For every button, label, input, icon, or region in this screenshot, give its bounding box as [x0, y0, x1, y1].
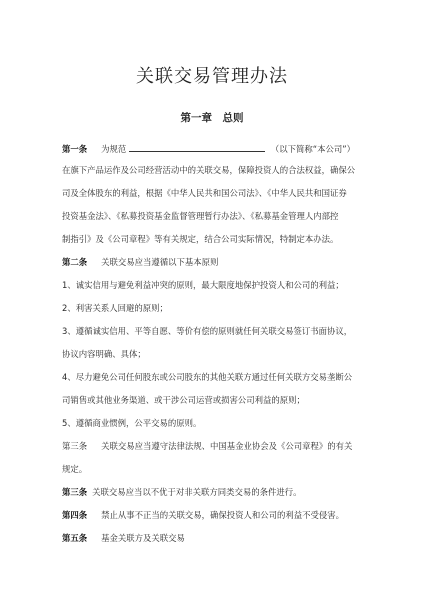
article-3b-line [62, 487, 302, 498]
fill-in-blank [129, 142, 265, 152]
chapter-heading: 第一章 总则 [180, 112, 244, 124]
article-5-line [62, 533, 185, 544]
body-line: 在旗下产品运作及公司经营活动中的关联交易，保障投资人的合法权益，确保公 [62, 165, 356, 175]
article-label: 第四条 [62, 510, 88, 520]
article-text: 关联交易应当遵循以下基本原则 [101, 257, 219, 267]
article-label: 第一条 [62, 144, 88, 154]
article-label: 第三条 [62, 441, 88, 451]
article-2-line [62, 257, 218, 268]
document-title: 关联交易管理办法 [136, 66, 288, 87]
article-text: 为规范 [101, 144, 127, 154]
article-label: 第三条 [62, 487, 88, 497]
article-text: 关联交易应当以不优于对非关联方同类交易的条件进行。 [92, 487, 302, 497]
article-3-line [62, 441, 352, 452]
article-label: 第五条 [62, 533, 88, 543]
article-text: 禁止从事不正当的关联交易，确保投资人和公司的利益不受侵害。 [101, 510, 344, 520]
principle-item: 5、遵循商业惯例，公平交易的原则。 [62, 418, 202, 428]
principle-item-cont: 协议内容明确、具体； [62, 349, 146, 359]
principle-item: 3、遵循诚实信用、平等自愿、等价有偿的原则就任何关联交易签订书面协议， [62, 326, 353, 336]
article-text: 关联交易应当遵守法律法规、中国基金业协会及《公司章程》的有关 [101, 441, 353, 451]
principle-item: 2、利害关系人回避的原则； [62, 303, 168, 313]
article-text: 基金关联方及关联交易 [101, 533, 185, 543]
principle-item: 4、尽力避免公司任何股东或公司股东的其他关联方通过任何关联方交易垄断公 [62, 372, 353, 382]
principle-item: 1、诚实信用与避免利益冲突的原则，最大限度地保护投资人和公司的利益； [62, 280, 344, 290]
body-line: 司及全体股东的利益，根据《中华人民共和国公司法》、《中华人民共和国证券 [62, 188, 347, 198]
article-4-line [62, 510, 344, 521]
principle-item-cont: 司销售或其他业务渠道、或干涉公司运营或损害公司利益的原则； [62, 395, 305, 405]
article-text-after: （以下简称“本公司”） [270, 144, 355, 154]
body-line: 制指引》及《公司章程》等有关规定，结合公司实际情况，特制定本办法。 [62, 234, 339, 244]
body-line: 规定。 [62, 464, 88, 474]
article-label: 第二条 [62, 257, 88, 267]
article-1-line [62, 142, 355, 155]
body-line: 投资基金法》、《私募投资基金监督管理暂行办法》、《私募基金管理人内部控 [62, 211, 339, 221]
